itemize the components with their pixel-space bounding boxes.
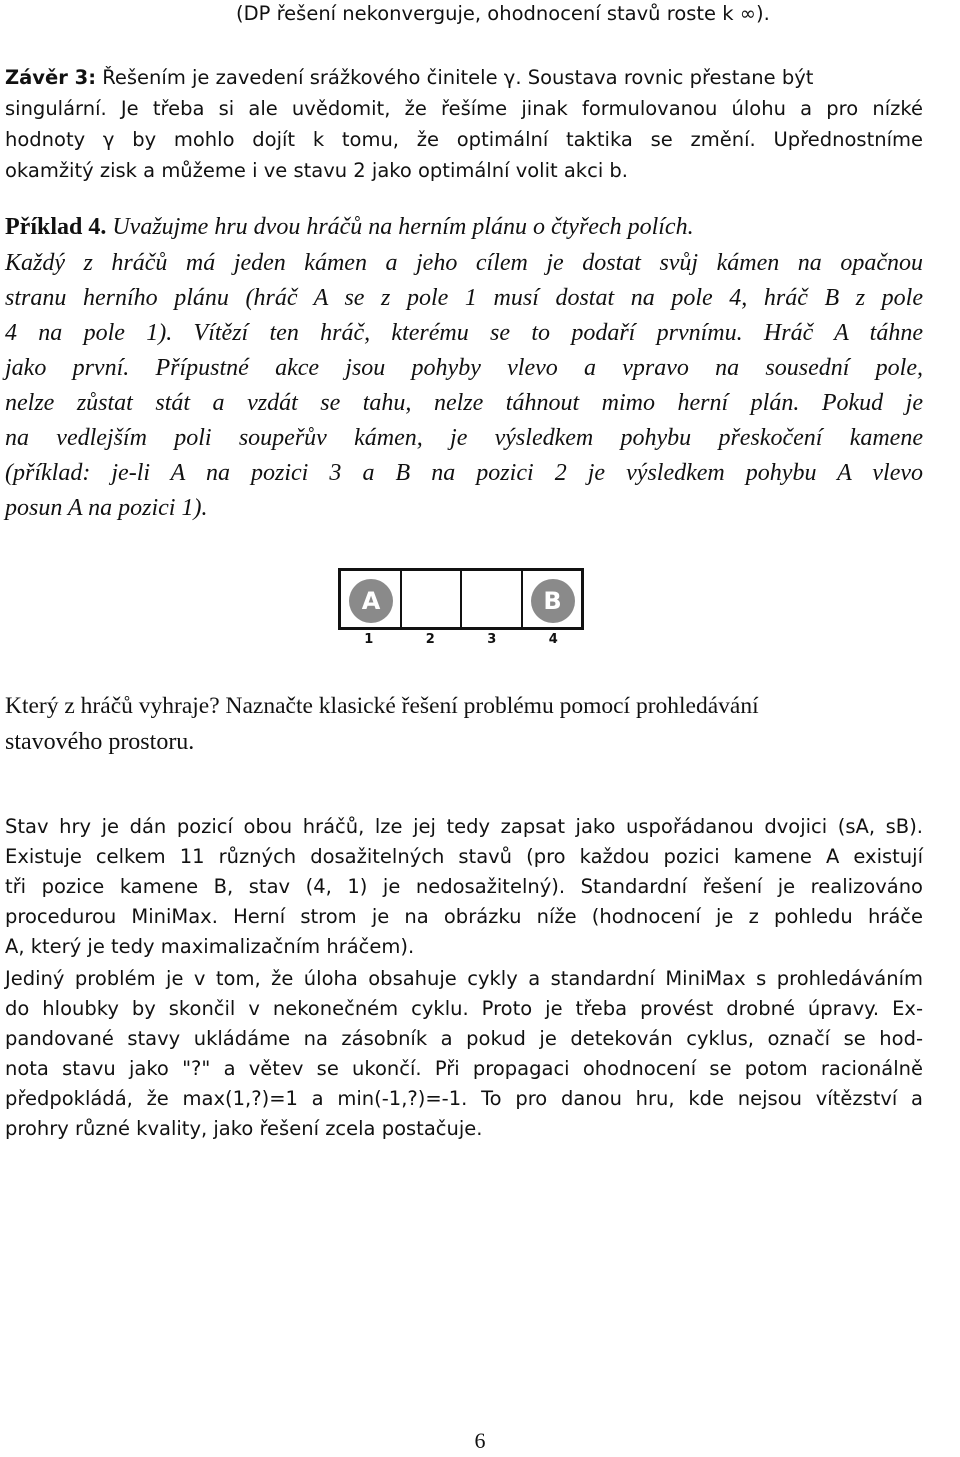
question-line-2: stavového prostoru. [5, 729, 195, 755]
conclusion-label: Závěr 3: [5, 66, 97, 89]
solution-line-3: tři pozice kamene B, stav (4, 1) je nedosažitelný). Standardní řešení je realizováno [5, 875, 923, 898]
solution-line-7: do hloubky by skončil v nekonečném cyklu. Proto je třeba provést drobné úpravy. Ex- [5, 997, 923, 1020]
solution-line-9: nota stavu jako "?" a větev se ukončí. Při propagaci ohodnocení se potom racionálně [5, 1057, 923, 1080]
solution-line-4: procedurou MiniMax. Herní strom je na obrázku níže (hodnocení je z pohledu hráče [5, 905, 923, 928]
conclusion-line-1 [5, 66, 813, 89]
board-number-2: 2 [425, 632, 435, 647]
question-line-1: Který z hráčů vyhraje? Naznačte klasické řešení problému pomocí prohledávání [5, 693, 759, 719]
example-line-5: jako první. Přípustné akce jsou pohyby vlevo a vpravo na sousední pole, [5, 355, 923, 381]
solution-line-11: prohry různé kvality, jako řešení zcela postačuje. [5, 1117, 483, 1140]
example-text-1: Uvažujme hru dvou hráčů na herním plánu o čtyřech polích. [112, 214, 694, 240]
solution-line-10: předpokládá, že max(1,?)=1 a min(-1,?)=-1. To pro danou hru, kde nejsou vítězství a [5, 1087, 923, 1110]
stone-b: B [531, 579, 575, 623]
conclusion-text-1: Řešením je zavedení srážkového činitele γ. Soustava rovnic přestane být [102, 66, 814, 89]
example-line-6: nelze zůstat stát a vzdát se tahu, nelze táhnout mimo herní plán. Pokud je [5, 390, 923, 416]
conclusion-line-4: okamžitý zisk a můžeme i ve stavu 2 jako optimální volit akci b. [5, 159, 629, 182]
example-label: Příklad 4. [5, 214, 107, 240]
conclusion-line-2: singulární. Je třeba si ale uvědomit, že řešíme jinak formulovanou úlohu a pro nízké [5, 97, 923, 120]
example-line-2: Každý z hráčů má jeden kámen a jeho cílem je dostat svůj kámen na opačnou [5, 250, 923, 276]
solution-line-2: Existuje celkem 11 různých dosažitelných stavů (pro každou pozici kamene A existují [5, 845, 923, 868]
board-number-4: 4 [548, 632, 558, 647]
example-line-9: posun A na pozici 1). [5, 495, 208, 521]
solution-line-6: Jediný problém je v tom, že úloha obsahuje cykly a standardní MiniMax s prohledáváním [5, 967, 923, 990]
board-numbers [338, 632, 584, 647]
board-cell-1 [341, 571, 402, 627]
board-cell-4 [523, 571, 582, 627]
example-line-4: 4 na pole 1). Vítězí ten hráč, kterému se to podaří prvnímu. Hráč A táhne [5, 320, 923, 346]
board-number-3: 3 [487, 632, 497, 647]
solution-line-5: A, který je tedy maximalizačním hráčem). [5, 935, 415, 958]
stone-a: A [349, 579, 393, 623]
page-number: 6 [474, 1428, 486, 1453]
example-line-3: stranu herního plánu (hráč A se z pole 1 musí dostat na pole 4, hráč B z pole [5, 285, 923, 311]
example-line-1 [5, 214, 694, 241]
top-line: (DP řešení nekonverguje, ohodnocení stavů roste k ∞). [236, 2, 770, 25]
solution-line-8: pandované stavy ukládáme na zásobník a pokud je detekován cyklus, označí se hod- [5, 1027, 923, 1050]
example-line-7: na vedlejším poli soupeřův kámen, je výsledkem pohybu přeskočení kamene [5, 425, 923, 451]
board-cell-2 [402, 571, 463, 627]
board-cell-3 [462, 571, 523, 627]
example-line-8: (příklad: je-li A na pozici 3 a B na pozici 2 je výsledkem pohybu A vlevo [5, 460, 923, 486]
board-number-1: 1 [364, 632, 374, 647]
solution-line-1: Stav hry je dán pozicí obou hráčů, lze jej tedy zapsat jako uspořádanou dvojici (sA, sB). [5, 815, 923, 838]
game-board [338, 568, 584, 630]
conclusion-line-3: hodnoty γ by mohlo dojít k tomu, že optimální taktika se změní. Upřednostníme [5, 128, 923, 151]
